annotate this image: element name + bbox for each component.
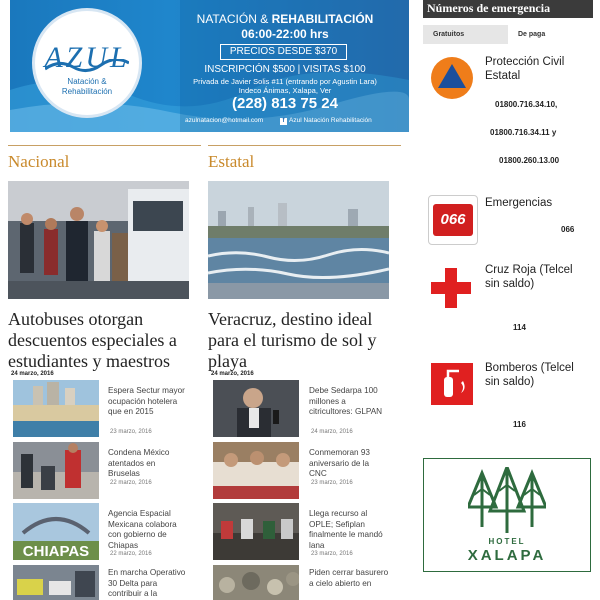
bus-station-image [8,181,189,299]
nacional-headline[interactable]: Autobuses otorgan descuentos especiales a estudiantes y maestros [8,309,177,371]
emergency-number[interactable]: 116 [513,420,526,429]
list-item-title[interactable]: Llega recurso al OPLE; Sefiplan finalmente le mandó lana [309,509,383,550]
hotel-name: XALAPA [467,547,547,564]
list-item-date: 23 marzo, 2016 [110,429,152,435]
logo-wordmark: AZUL [44,41,130,74]
hotel-xalapa-logo [468,467,546,537]
list-item-thumb[interactable] [13,380,99,437]
banner-phone: (228) 813 75 24 [232,95,338,112]
nacional-date: 24 marzo, 2016 [11,371,54,377]
list-item-title[interactable]: Condena México atentados en Bruselas [108,448,170,478]
veracruz-beach-image [208,181,389,299]
list-item-date: 22 marzo, 2016 [110,551,152,557]
hotel-xalapa-ad[interactable] [423,458,591,572]
list-item-thumb[interactable] [213,503,299,560]
list-item-title[interactable]: En marcha Operativo 30 Delta para contribuir a la [108,568,186,598]
emergency-number[interactable]: 066 [561,225,575,234]
emergency-name: Emergencias [485,197,553,209]
emergency-name: Cruz Roja (Telcel sin saldo) [485,264,573,290]
ople-meeting-image [213,503,299,560]
banner-price-box: PRECIOS DESDE $370 [220,44,347,60]
nacional-main-photo[interactable] [8,181,189,299]
estatal-headline[interactable]: Veracruz, destino ideal para el turismo de sol y playa [208,309,377,371]
emergency-header: Números de emergencia [423,0,593,18]
list-item-thumb[interactable] [13,442,99,499]
list-item-date: 22 marzo, 2016 [110,480,152,486]
emergency-number[interactable]: 01800.716.34.10, [495,100,558,109]
list-item-date: 23 marzo, 2016 [311,551,353,557]
azul-banner-ad[interactable] [10,0,409,132]
cnc-anniversary-image [213,442,299,499]
hotel-label: HOTEL [488,537,526,546]
emergency-number[interactable]: 114 [513,323,526,332]
emergency-number[interactable]: 01800.716.34.11 y [490,128,557,137]
banner-email: azulnatacion@hotmail.com [185,117,264,124]
press-conference-image [213,380,299,437]
list-item-thumb[interactable] [13,565,99,600]
list-item-title[interactable]: Espera Sectur mayor ocupación hotelera que en 2015 [108,386,185,416]
section-title-estatal[interactable]: Estatal [208,152,255,171]
section-title-nacional[interactable]: Nacional [8,152,70,171]
banner-address-2: Indeco Ánimas, Xalapa, Ver [238,86,332,95]
list-item-title[interactable]: Piden cerrar basurero a cielo abierto en [309,568,389,588]
list-item-thumb[interactable] [213,380,299,437]
azul-logo [32,8,142,118]
facebook-icon: f [280,118,287,125]
garbage-dump-image [213,565,299,600]
estatal-divider [208,145,401,146]
banner-address-1: Privada de Javier Solis #11 (entrando por Agustin Lara) [193,77,377,86]
list-item-date: 24 marzo, 2016 [311,429,353,435]
list-item-date: 23 marzo, 2016 [311,480,353,486]
emergencias-066-icon: 066 [428,195,478,245]
list-item-thumb[interactable] [213,442,299,499]
list-item-title[interactable]: Agencia Espacial Mexicana colabora con gobierno de Chiapas [108,509,177,550]
logo-subtitle-1: Natación & [67,77,107,86]
tab-de-paga[interactable]: De paga [508,25,593,44]
list-item-thumb[interactable] [13,503,99,560]
proteccion-civil-icon [430,56,474,100]
nacional-divider [8,145,201,146]
banner-registration: INSCRIPCIÓN $500 | VISITAS $100 [204,64,366,75]
estatal-main-photo[interactable] [208,181,389,299]
fire-extinguisher-icon [431,363,473,405]
wave-icon [45,59,129,75]
list-item-title[interactable]: Debe Sedarpa 100 millones a citricultores: GLPAN [309,386,383,416]
emergency-number[interactable]: 01800.260.13.00 [499,156,560,165]
emergency-name: Protección Civil Estatal [485,56,565,82]
banner-facebook: f Azul Natación Rehabilitación [280,117,372,125]
airport-people-image [13,442,99,499]
chiapas-sign-text: CHIAPAS [22,543,90,560]
list-item-title[interactable]: Conmemoran 93 aniversario de la CNC [309,448,370,478]
list-item-thumb[interactable] [213,565,299,600]
estatal-date: 24 marzo, 2016 [211,371,254,377]
traffic-operation-image [13,565,99,600]
banner-title: NATACIÓN & REHABILITACIÓN [196,12,374,26]
beach-hotel-image [13,380,99,437]
tab-gratuitos[interactable]: Gratuitos [423,25,508,44]
red-cross-icon [431,268,471,308]
logo-subtitle-2: Rehabilitación [61,87,113,96]
emergency-name: Bomberos (Telcel sin saldo) [485,362,574,388]
banner-hours: 06:00-22:00 hrs [241,27,329,41]
chiapas-sign-image [13,503,99,560]
